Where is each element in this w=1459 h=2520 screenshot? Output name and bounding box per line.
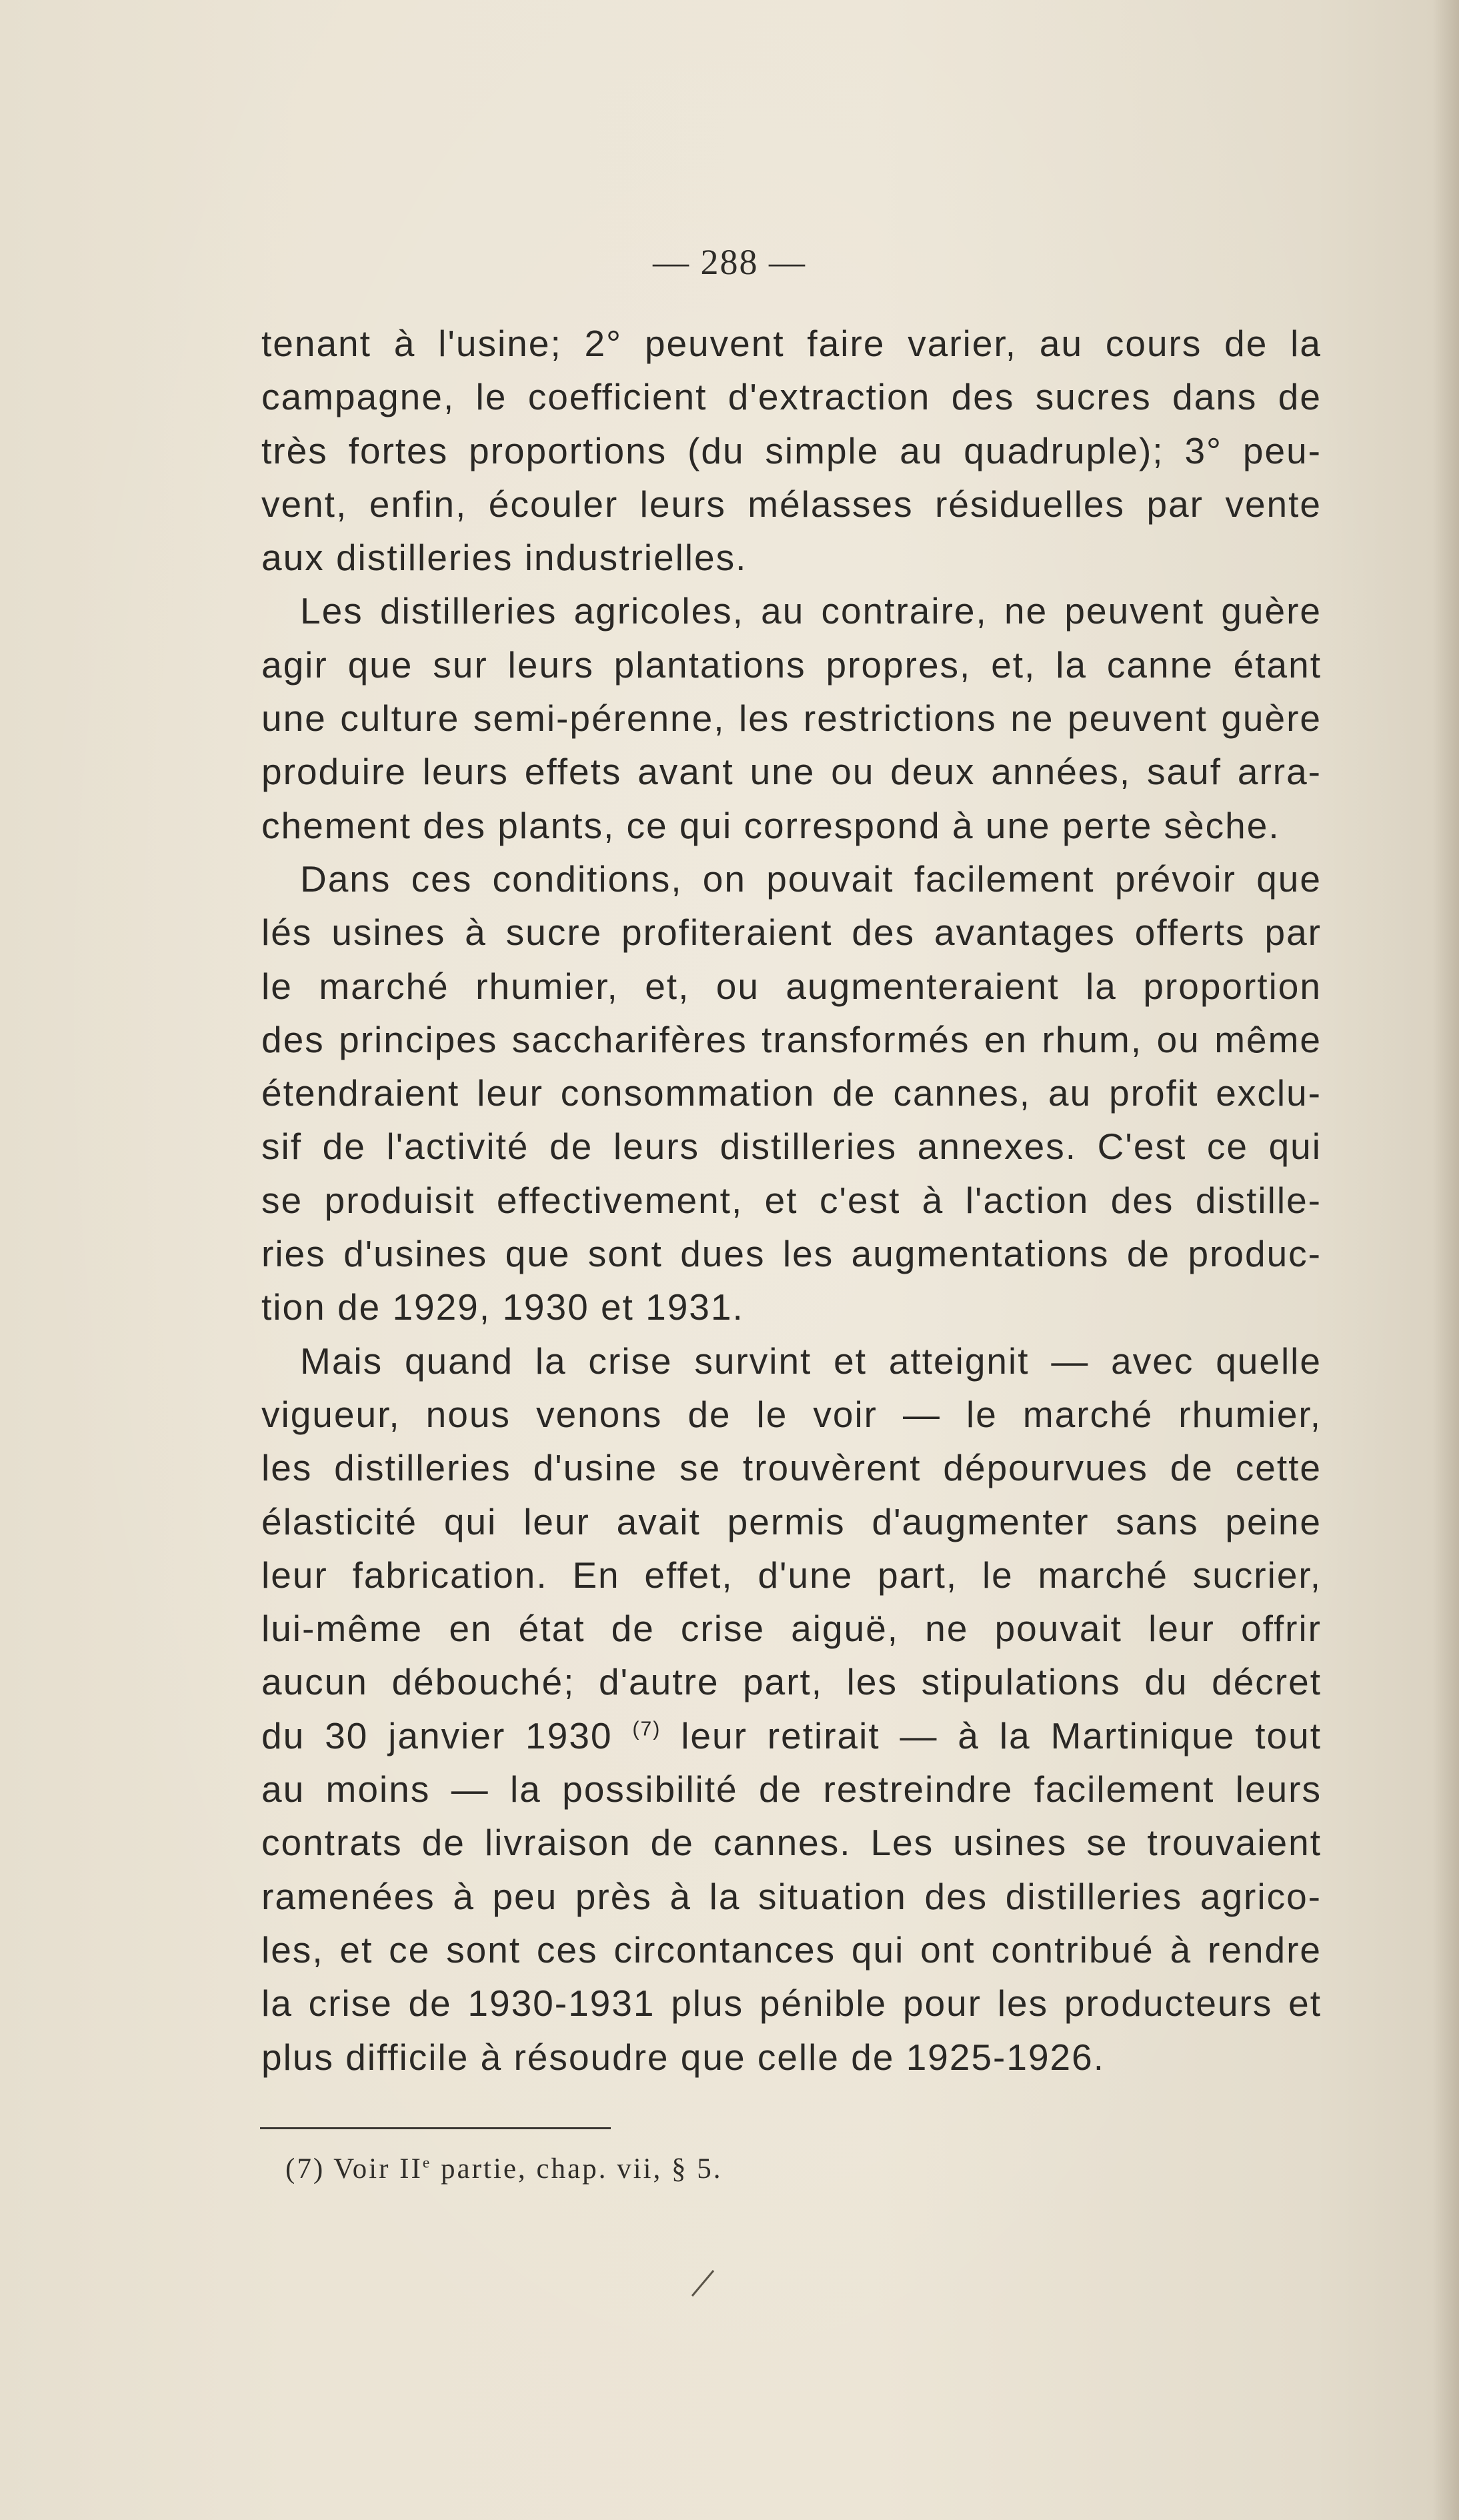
text-line: campagne, le coefficient d'extraction des sucres dans de	[261, 376, 1322, 418]
text-line: étendraient leur consommation de cannes, au profit exclu-	[261, 1072, 1322, 1114]
footnote-text: partie, chap. vii, § 5.	[431, 2153, 723, 2185]
text-line: aucun débouché; d'autre part, les stipulations du décret	[261, 1661, 1322, 1703]
footnote-superscript: e	[422, 2154, 432, 2172]
text-line: agir que sur leurs plantations propres, et, la canne étant	[261, 644, 1322, 686]
text-line: des principes saccharifères transformés en rhum, ou même	[261, 1018, 1322, 1060]
footnote-separator	[260, 2127, 611, 2129]
text-line: ramenées à peu près à la situation des distilleries agrico-	[261, 1875, 1322, 1917]
text-line: chement des plants, ce qui correspond à une perte sèche.	[261, 804, 1280, 846]
text-line: Les distilleries agricoles, au contraire, ne peuvent guère	[300, 590, 1322, 632]
text-line: les distilleries d'usine se trouvèrent dépourvues de cette	[261, 1447, 1322, 1489]
text-line: très fortes proportions (du simple au quadruple); 3° peu-	[261, 429, 1322, 471]
text-line: vigueur, nous venons de le voir — le marché rhumier,	[261, 1393, 1322, 1435]
text-line: vent, enfin, écouler leurs mélasses résiduelles par vente	[261, 483, 1322, 525]
text-segment: du 30 janvier 1930	[261, 1714, 633, 1756]
text-line: plus difficile à résoudre que celle de 1925-1926.	[261, 2036, 1106, 2078]
page-number: — 288 —	[653, 242, 806, 282]
footnote-text: (7) Voir II	[285, 2153, 423, 2185]
pencil-mark-decoration	[687, 2264, 727, 2304]
text-line: le marché rhumier, et, ou augmenteraient la proportion	[261, 965, 1322, 1007]
text-line: se produisit effectivement, et c'est à l'action des distille-	[261, 1179, 1322, 1221]
text-line-with-footnote-ref	[261, 1709, 1322, 1762]
text-line: contrats de livraison de cannes. Les usines se trouvaient	[261, 1822, 1322, 1864]
footnote-reference[interactable]: (7)	[632, 1718, 661, 1740]
text-line: ries d'usines que sont dues les augmentations de produc-	[261, 1233, 1322, 1275]
text-line: une culture semi-pérenne, les restrictions ne peuvent guère	[261, 698, 1322, 740]
footnote	[285, 2153, 722, 2185]
text-line: lés usines à sucre profiteraient des avantages offerts par	[261, 912, 1322, 954]
text-line: au moins — la possibilité de restreindre facilement leurs	[261, 1768, 1322, 1810]
text-line: produire leurs effets avant une ou deux années, sauf arra-	[261, 751, 1322, 793]
text-line: Dans ces conditions, on pouvait facilement prévoir que	[300, 858, 1322, 900]
page-edge-shadow	[1432, 0, 1459, 2520]
text-segment: leur retirait — à la Martinique tout	[661, 1714, 1322, 1756]
text-line: tion de 1929, 1930 et 1931.	[261, 1286, 744, 1328]
text-line: tenant à l'usine; 2° peuvent faire varier, au cours de la	[261, 323, 1322, 364]
text-line: la crise de 1930-1931 plus pénible pour les producteurs et	[261, 1983, 1322, 2025]
text-line: lui-même en état de crise aiguë, ne pouvait leur offrir	[261, 1608, 1322, 1650]
text-line: aux distilleries industrielles.	[261, 537, 748, 579]
text-line: les, et ce sont ces circontances qui ont contribué à rendre	[261, 1929, 1322, 1971]
body-text	[261, 317, 1322, 2084]
text-line: leur fabrication. En effet, d'une part, le marché sucrier,	[261, 1554, 1322, 1596]
text-line: sif de l'activité de leurs distilleries annexes. C'est ce qui	[261, 1126, 1322, 1168]
text-line: Mais quand la crise survint et atteignit — avec quelle	[300, 1340, 1322, 1382]
text-line: élasticité qui leur avait permis d'augmenter sans peine	[261, 1500, 1322, 1542]
